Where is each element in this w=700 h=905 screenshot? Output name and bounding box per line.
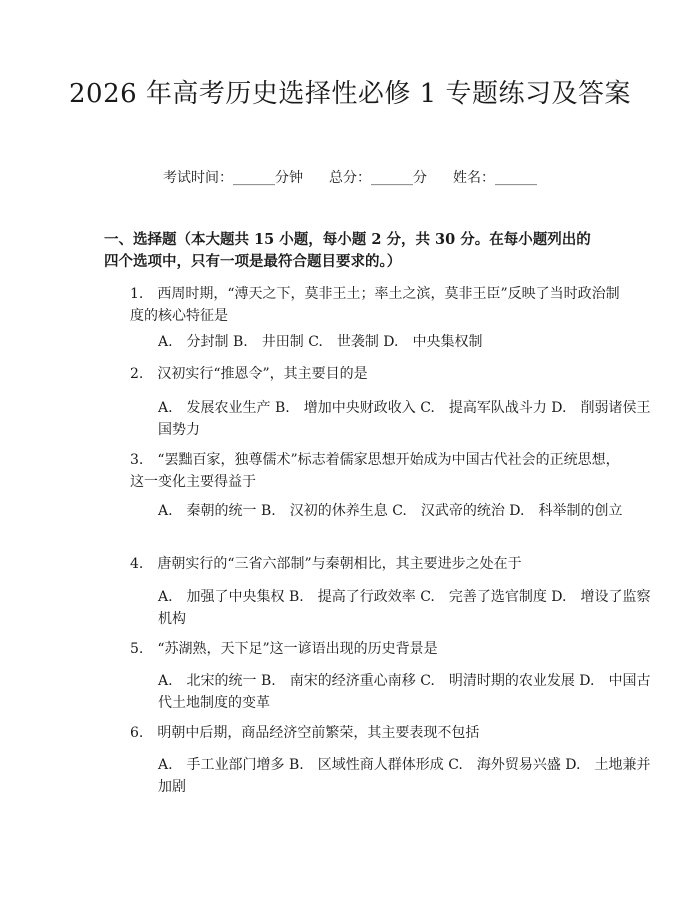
question-options: A. 加强了中央集权 B. 提高了行政效率 C. 完善了选官制度 D. 增设了监察机构 — [158, 589, 651, 627]
question-number: 4. — [130, 556, 144, 572]
question-number: 2. — [130, 366, 144, 382]
question-number: 6. — [130, 725, 144, 741]
question-text: “罢黜百家，独尊儒术”标志着儒家思想开始成为中国古代社会的正统思想，这一变化主要得益于 — [130, 452, 620, 490]
question-stem — [104, 638, 628, 660]
question-stem — [104, 722, 628, 744]
question-text: 汉初实行“推恩令”，其主要目的是 — [157, 366, 368, 382]
question-stem — [104, 553, 628, 575]
question-options: A. 北宋的统一 B. 南宋的经济重心南移 C. 明清时期的农业发展 D. 中国古代土地制度的变革 — [158, 673, 651, 711]
exam-time-field: 考试时间：______分钟 — [163, 170, 303, 186]
question-stem — [104, 449, 628, 493]
total-score-field: 总分：______分 — [329, 170, 427, 186]
question-options: A. 手工业部门增多 B. 区域性商人群体形成 C. 海外贸易兴盛 D. 土地兼并加剧 — [158, 757, 651, 795]
question-stem — [104, 283, 628, 327]
question-number: 1. — [130, 286, 144, 302]
question-text: “苏湖熟，天下足”这一谚语出现的历史背景是 — [157, 641, 438, 657]
section-heading: 一、选择题（本大题共 15 小题，每小题 2 分，共 30 分。在每小题列出的四个选项中，只有一项是最符合题目要求的。） — [104, 231, 591, 270]
question-number: 3. — [130, 452, 144, 468]
document-title: 2026 年高考历史选择性必修 1 专题练习及答案 — [68, 79, 631, 109]
question-options: A. 分封制 B. 井田制 C. 世袭制 D. 中央集权制 — [158, 334, 483, 350]
question-text: 唐朝实行的“三省六部制”与秦朝相比，其主要进步之处在于 — [157, 556, 522, 572]
question-text: 明朝中后期，商品经济空前繁荣，其主要表现不包括 — [157, 725, 480, 741]
question-text: 西周时期，“溥天之下，莫非王土；率土之滨，莫非王臣”反映了当时政治制度的核心特征是 — [130, 286, 620, 324]
question-options: A. 发展农业生产 B. 增加中央财政收入 C. 提高军队战斗力 D. 削弱诸侯王国势力 — [158, 400, 651, 438]
question-stem — [104, 363, 628, 385]
student-name-field: 姓名：______ — [453, 170, 537, 186]
question-number: 5. — [130, 641, 144, 657]
question-options: A. 秦朝的统一 B. 汉初的休养生息 C. 汉武帝的统治 D. 科举制的创立 — [158, 503, 623, 519]
exam-meta-line — [0, 168, 700, 188]
